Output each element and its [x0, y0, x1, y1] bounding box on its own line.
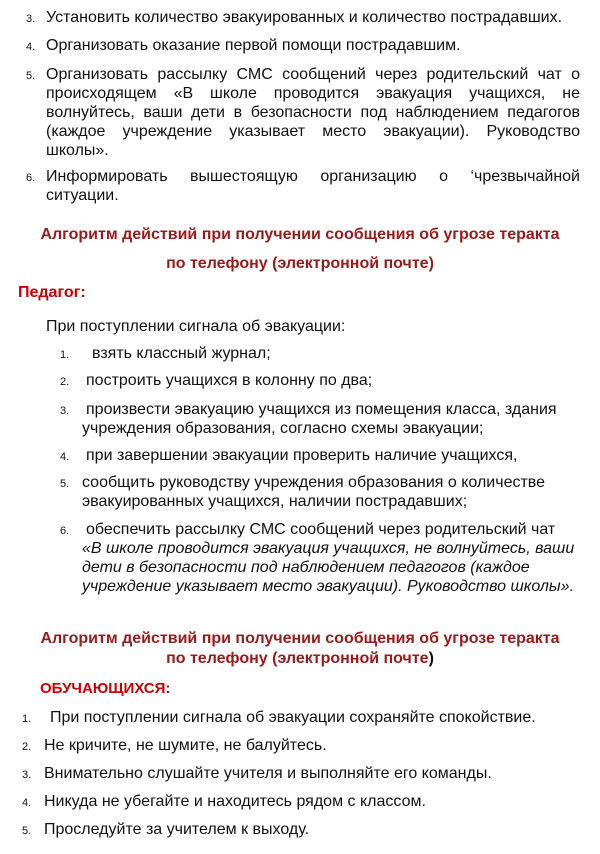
- section2-heading-line2: [0, 649, 600, 668]
- list-item: [0, 473, 600, 520]
- item-number: 1.: [60, 349, 70, 361]
- item-number: 2.: [22, 741, 32, 753]
- item-number: 6.: [26, 172, 36, 184]
- item-text: при завершении эвакуации проверить наличие учащихся,: [86, 447, 518, 464]
- teacher-list: [0, 344, 600, 615]
- list-item: [0, 520, 600, 615]
- item-number: 3.: [22, 769, 32, 781]
- item-text-italic: «В школе проводится эвакуация учащихся, не волнуйтесь, ваши дети в безопасности под наблюдением педагогов (каждое учреждение указывает место эвакуации). Руководство школы».: [82, 540, 575, 595]
- item-number: 3.: [60, 405, 70, 417]
- students-label: ОБУЧАЮЩИХСЯ:: [40, 680, 171, 697]
- list-item: [0, 736, 600, 764]
- list-item: [0, 167, 600, 207]
- students-list: [0, 708, 600, 848]
- item-number: 6.: [60, 525, 70, 537]
- heading-close-paren: ): [428, 650, 434, 667]
- item-number: 5.: [60, 478, 70, 490]
- intro-text: При поступлении сигнала об эвакуации:: [46, 318, 346, 335]
- list-item: [0, 371, 600, 400]
- item-text: Организовать рассылку СМС сообщений через родительский чат о происходящем «В школе проводится эвакуация учащихся, не волнуйтесь, ваши дети в безопасности под наблюдением педагогов (каждое учреждение указывает место эвакуации). Руководство школы».: [46, 66, 580, 159]
- item-number: 1.: [22, 713, 32, 725]
- list-item: [0, 792, 600, 820]
- list-item: [0, 36, 600, 65]
- heading-text: по телефону (электронной почте: [166, 650, 429, 667]
- list-item: [0, 344, 600, 371]
- item-text-plain: обеспечить рассылку СМС сообщений через родительский чат: [86, 521, 556, 538]
- list-item: [0, 708, 600, 736]
- list-item: [0, 65, 600, 167]
- item-number: 2.: [60, 376, 70, 388]
- item-text: Не кричите, не шумите, не балуйтесь.: [44, 737, 327, 754]
- section-heading-line1: Алгоритм действий при получении сообщения об угрозе теракта: [40, 226, 560, 243]
- list-item: [0, 820, 600, 848]
- item-text: сообщить руководству учреждения образования о количестве эвакуированных учащихся, наличии пострадавших;: [82, 474, 546, 510]
- top-list: [0, 8, 600, 207]
- item-number: 5.: [22, 825, 32, 837]
- section2-heading-line1: Алгоритм действий при получении сообщения об угрозе теракта: [40, 630, 560, 647]
- item-text: произвести эвакуацию учащихся из помещения класса, здания учреждения образования, согласно схемы эвакуации;: [82, 401, 557, 437]
- role-label: Педагог:: [18, 284, 86, 301]
- item-number: 5.: [26, 70, 36, 82]
- item-text: Информировать вышестоящую организацию о ‘чрезвычайной ситуации.: [46, 168, 580, 204]
- item-text: При поступлении сигнала об эвакуации сохраняйте спокойствие.: [50, 709, 536, 726]
- list-item: [0, 446, 600, 473]
- item-text: Установить количество эвакуированных и количество пострадавших.: [46, 9, 563, 26]
- section-heading-line2: по телефону (электронной почте): [166, 255, 434, 272]
- item-text: взять классный журнал;: [92, 345, 271, 362]
- item-number: 4.: [60, 451, 70, 463]
- list-item: [0, 764, 600, 792]
- item-text: Организовать оказание первой помощи пострадавшим.: [46, 37, 461, 54]
- item-number: 4.: [26, 41, 36, 53]
- list-item: [0, 400, 600, 446]
- list-item: [0, 8, 600, 36]
- item-text: Внимательно слушайте учителя и выполняйте его команды.: [44, 765, 492, 782]
- item-text: построить учащихся в колонну по два;: [86, 372, 373, 389]
- item-text: Никуда не убегайте и находитесь рядом с классом.: [44, 793, 426, 810]
- item-number: 4.: [22, 797, 32, 809]
- item-text: [82, 520, 582, 596]
- item-number: 3.: [26, 13, 36, 25]
- item-text: Проследуйте за учителем к выходу.: [44, 821, 310, 838]
